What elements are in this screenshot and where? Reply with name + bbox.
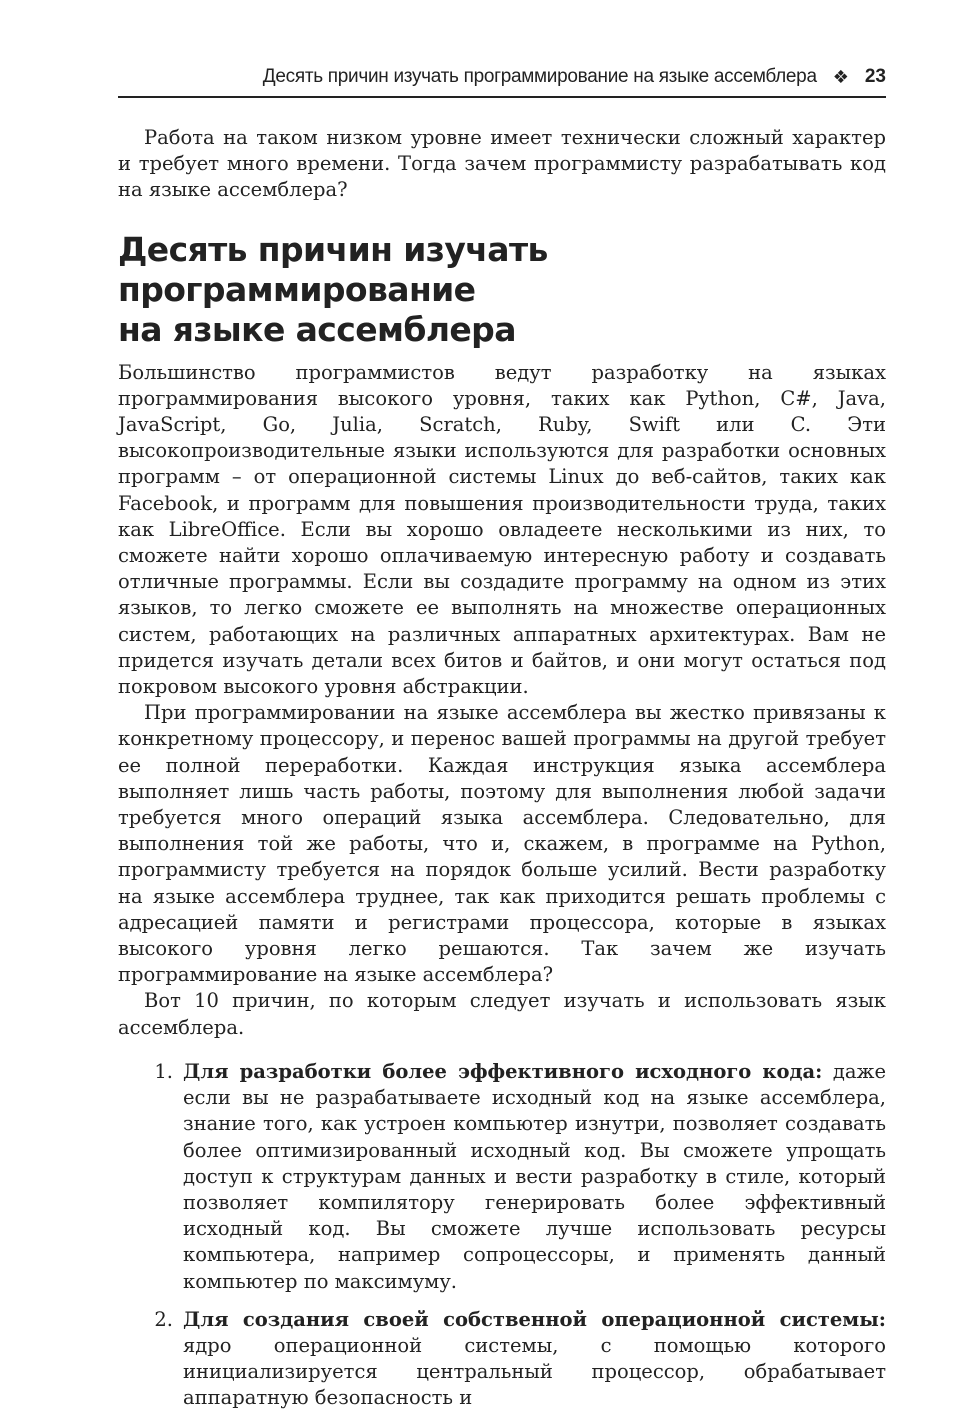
reasons-list	[118, 1059, 886, 1412]
section-title-line-1: Десять причин изучать программирование	[118, 229, 548, 309]
body-paragraph-1: Большинство программистов ведут разработку на языках программирования высокого уровня, таких как Python, C#, Java, JavaScript, Go, Julia, Scratch, Ruby, Swift или C. Эти высокопроизводительные языки используются для разработки основных программ – от операционной системы Linux до веб-сайтов, таких как Facebook, и программ для повышения производительности труда, таких как LibreOffice. Если вы хорошо овладеете несколькими из них, то сможете найти хорошо оплачиваемую интересную работу и создавать отличные программы. Если вы создадите программу на одном из этих языков, то легко сможете ее выполнять на множестве операционных систем, работающих на различных аппаратных архитектурах. Вам не придется изучать детали всех битов и байтов, и они могут остаться под покровом высокого уровня абстракции.	[118, 360, 886, 699]
section-title	[118, 230, 886, 350]
running-head-title: Десять причин изучать программирование на языке ассемблера	[262, 66, 817, 87]
page-body	[118, 125, 886, 1424]
list-item-number: 2.	[154, 1307, 173, 1331]
diamond-ornament-icon: ❖	[832, 66, 849, 87]
intro-paragraph: Работа на таком низком уровне имеет технически сложный характер и требует много времени. Тогда зачем программисту разрабатывать код на языке ассемблера?	[118, 126, 886, 202]
list-item-text: даже если вы не разрабатываете исходный код на языке ассемблера, знание того, как устроен компьютер изнутри, позволяет создавать более оптимизированный исходный код. Вы сможете упрощать доступ к структурам данных и вести разработку в стиле, который позволяет компилятору генерировать более эффективный исходный код. Вы сможете лучше использовать ресурсы компьютера, например сопроцессоры, и применять данный компьютер по максимуму.	[183, 1059, 886, 1293]
list-item	[118, 1307, 886, 1412]
page-number: 23	[864, 66, 886, 87]
body-paragraph-3: Вот 10 причин, по которым следует изучать и использовать язык ассемблера.	[118, 989, 886, 1039]
section-title-line-2: на языке ассемблера	[118, 309, 516, 349]
list-item-body	[183, 1307, 886, 1412]
list-item-lead: Для создания своей собственной операционной системы:	[183, 1307, 886, 1331]
running-head	[118, 58, 886, 98]
list-item-text: ядро операционной системы, с помощью которого инициализируется центральный процессор, обрабатывает аппаратную безопасность и	[183, 1333, 886, 1410]
list-item-body	[183, 1059, 886, 1295]
list-item	[118, 1059, 886, 1295]
body-paragraph-2: При программировании на языке ассемблера вы жестко привязаны к конкретному процессору, и перенос вашей программы на другой требует ее полной переработки. Каждая инструкция языка ассемблера выполняет лишь часть работы, поэтому для выполнения любой задачи требуется много операций языка ассемблера. Следовательно, для выполнения той же работы, что и, скажем, в программе на Python, программисту требуется на порядок больше усилий. Вести разработку на языке ассемблера труднее, так как приходится решать проблемы с адресацией памяти и регистрами процессора, которые в языках высокого уровня легко решаются. Так зачем же изучать программирование на языке ассемблера?	[118, 701, 886, 987]
list-item-number: 1.	[154, 1059, 173, 1083]
list-item-lead: Для разработки более эффективного исходного кода:	[183, 1059, 823, 1083]
